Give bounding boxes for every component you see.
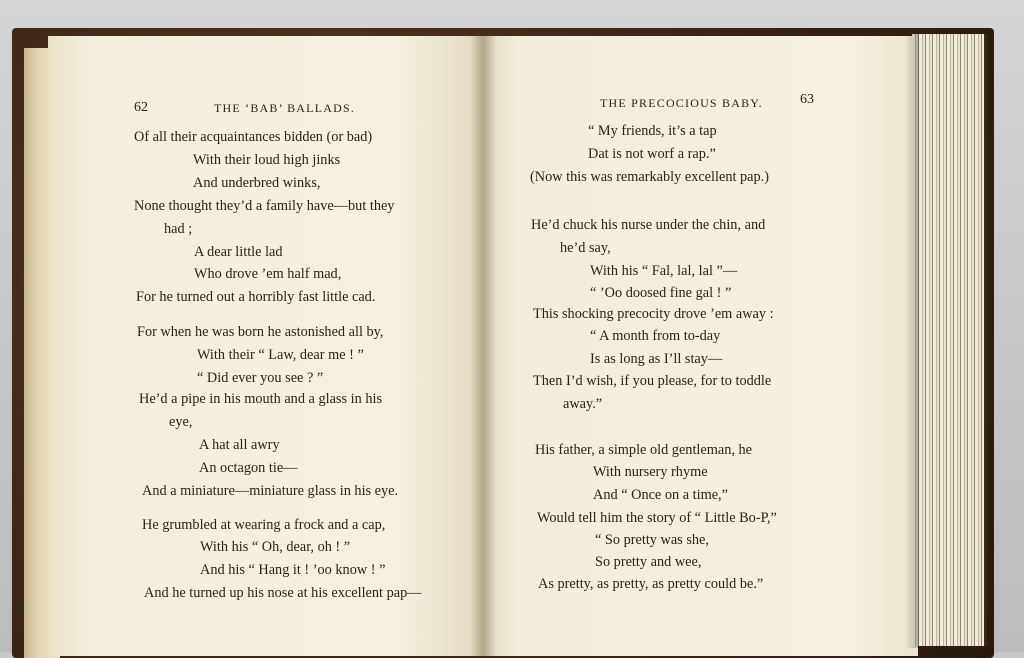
text-line: had ;: [164, 221, 193, 237]
left-running-head: THE ‘BAB’ BALLADS.: [214, 101, 356, 115]
text-line: He’d a pipe in his mouth and a glass in his: [139, 391, 383, 407]
text-line: he’d say,: [560, 240, 611, 256]
text-line: And a miniature—miniature glass in his eye.: [142, 483, 399, 499]
text-line: With their “ Law, dear me ! ”: [197, 347, 364, 363]
text-line: Is as long as I’ll stay—: [590, 351, 723, 367]
text-line: Would tell him the story of “ Little Bo-P,”: [537, 510, 777, 526]
text-line: (Now this was remarkably excellent pap.): [530, 169, 769, 185]
text-line: “ ’Oo doosed fine gal ! ”: [590, 285, 732, 301]
right-running-head: THE PRECOCIOUS BABY.: [600, 96, 763, 110]
text-line: “ A month from to-day: [590, 328, 721, 344]
text-line: With his “ Oh, dear, oh ! ”: [200, 539, 351, 555]
text-line: Then I’d wish, if you please, for to toddle: [533, 373, 772, 389]
text-line: “ So pretty was she,: [595, 532, 709, 548]
text-line: And underbred winks,: [193, 175, 321, 191]
fore-edge-shadow: [905, 34, 919, 648]
text-line: He’d chuck his nurse under the chin, and: [531, 217, 766, 233]
text-line: A hat all awry: [199, 437, 280, 453]
text-line: So pretty and wee,: [595, 554, 702, 570]
text-line: “ Did ever you see ? ”: [197, 370, 324, 386]
text-line: A dear little lad: [194, 244, 283, 260]
text-line: His father, a simple old gentleman, he: [535, 442, 752, 458]
text-line: “ My friends, it’s a tap: [588, 123, 717, 139]
text-line: Who drove ’em half mad,: [194, 266, 342, 282]
book-gutter: [470, 36, 496, 656]
text-line: Of all their acquaintances bidden (or bad): [134, 129, 373, 145]
text-line: An octagon tie—: [199, 460, 298, 476]
text-line: And his “ Hang it ! ’oo know ! ”: [200, 562, 386, 578]
text-line: With their loud high jinks: [193, 152, 341, 168]
text-line: He grumbled at wearing a frock and a cap,: [142, 517, 386, 533]
text-line: Dat is not worf a rap.”: [588, 146, 716, 162]
text-line: With his “ Fal, lal, lal ”—: [590, 263, 738, 279]
right-page-number: 63: [800, 92, 814, 107]
left-page-number: 62: [134, 100, 148, 115]
text-line: For he turned out a horribly fast little cad.: [136, 289, 376, 305]
text-line: away.”: [563, 396, 603, 412]
text-line: And “ Once on a time,”: [593, 487, 728, 503]
fore-edge-pages: [912, 34, 987, 646]
text-line: None thought they’d a family have—but they: [134, 198, 395, 214]
text-line: And he turned up his nose at his excellent pap—: [144, 585, 422, 601]
text-line: For when he was born he astonished all by,: [137, 324, 384, 340]
text-line: This shocking precocity drove ’em away :: [533, 306, 774, 322]
text-line: With nursery rhyme: [593, 464, 708, 480]
text-line: As pretty, as pretty, as pretty could be.”: [538, 576, 764, 592]
text-line: eye,: [169, 414, 193, 430]
